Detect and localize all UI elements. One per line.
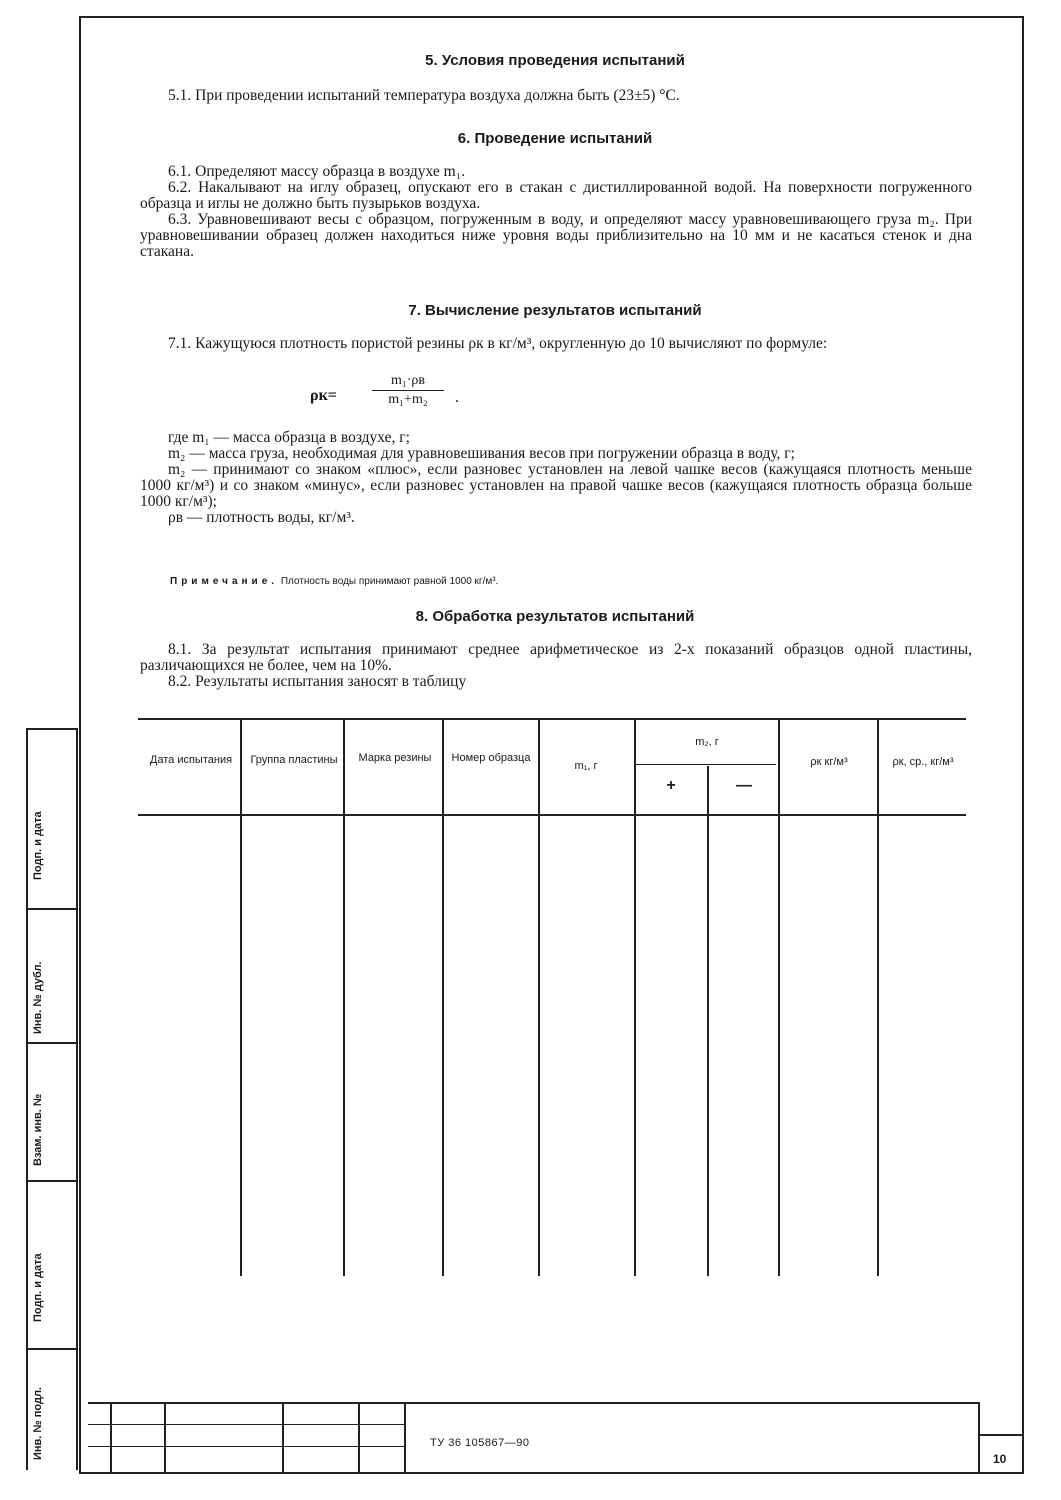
side-divider-1 bbox=[26, 908, 78, 910]
note bbox=[170, 576, 498, 587]
section-7-title: 7. Вычисление результатов испытаний bbox=[408, 302, 702, 319]
section-7-body bbox=[140, 336, 972, 352]
formula-lhs: ρк= bbox=[310, 387, 337, 404]
p8-1-text: 8.1. За результат испытания принимают среднее арифметическое из 2-х показаний образцов одной пластины, различающихся не более, чем на 10%. bbox=[140, 641, 972, 674]
p7-1-text: 7.1. Кажущуюся плотность пористой резины ρк в кг/м³, округленную до 10 вычисляют по формуле: bbox=[168, 335, 828, 352]
side-label-sign-date-2: Подп. и дата bbox=[32, 1253, 44, 1322]
table-col-line-8 bbox=[877, 720, 879, 1276]
side-stamp-top bbox=[26, 728, 78, 730]
stamp-page-box-top bbox=[978, 1434, 1024, 1436]
document-code: ТУ 36 105867—90 bbox=[430, 1437, 530, 1449]
note-text: Плотность воды принимают равной 1000 кг/м³. bbox=[280, 576, 499, 587]
side-divider-4 bbox=[26, 1348, 78, 1350]
where-m1: где m₁ — масса образца в воздухе, г; bbox=[168, 429, 410, 446]
note-label: Примечание. bbox=[170, 576, 279, 587]
p8-2-text: 8.2. Результаты испытания заносят в таблицу bbox=[168, 673, 467, 690]
side-stamp-outer bbox=[76, 728, 78, 1470]
section-6-body bbox=[140, 164, 972, 260]
th-plus: + bbox=[666, 777, 676, 794]
stamp-page-box-left bbox=[978, 1402, 980, 1472]
th-m1-label: m₁, г bbox=[574, 760, 598, 772]
stamp-col-5 bbox=[404, 1402, 406, 1472]
section-8-title: 8. Обработка результатов испытаний bbox=[415, 608, 695, 625]
p6-3-text: 6.3. Уравновешивают весы с образцом, погруженным в воду, и определяют массу уравновешивающего груза m₂. При уравновешивании образец должен находиться ниже уровня воды приблизительно на 10 мм и не касаться стенок и дна стакана. bbox=[140, 211, 972, 260]
th-group: Группа пластины bbox=[250, 754, 338, 766]
formula-fraction bbox=[372, 373, 444, 408]
section-6-title: 6. Проведение испытаний bbox=[457, 130, 653, 147]
frame-left bbox=[79, 16, 81, 1474]
results-table bbox=[138, 718, 966, 1278]
p6-1-text: 6.1. Определяют массу образца в воздухе m₁. bbox=[168, 163, 465, 180]
formula-numerator: m₁·ρв bbox=[372, 373, 444, 391]
section-8-body bbox=[140, 642, 972, 690]
table-col-line-7 bbox=[778, 720, 780, 1276]
table-col-line-1 bbox=[240, 720, 242, 1276]
th-rho: ρк кг/м³ bbox=[810, 756, 848, 768]
table-top-rule bbox=[138, 718, 966, 720]
stamp-col-2 bbox=[164, 1402, 166, 1472]
frame-top bbox=[80, 16, 1024, 18]
stamp-col-3 bbox=[282, 1402, 284, 1472]
where-m2: m₂ — масса груза, необходимая для уравновешивания весов при погружении образца в воду, г; bbox=[168, 445, 795, 462]
table-col-line-3 bbox=[442, 720, 444, 1276]
stamp-col-1 bbox=[110, 1402, 112, 1472]
section-5-title: 5. Условия проведения испытаний bbox=[425, 52, 685, 69]
formula-explanation bbox=[140, 430, 972, 526]
table-col-line-4 bbox=[538, 720, 540, 1276]
side-label-inv-dup: Инв. № дубл. bbox=[32, 961, 44, 1034]
formula-dot: . bbox=[455, 389, 459, 406]
stamp-col-4 bbox=[358, 1402, 360, 1472]
where-rho: ρв — плотность воды, кг/м³. bbox=[168, 509, 355, 526]
th-date: Дата испытания bbox=[149, 754, 233, 766]
table-col-line-2 bbox=[343, 720, 345, 1276]
side-divider-3 bbox=[26, 1180, 78, 1182]
frame-bottom bbox=[80, 1472, 1024, 1474]
p5-1-text: 5.1. При проведении испытаний температура воздуха должна быть (23±5) °С. bbox=[168, 87, 680, 104]
side-divider-2 bbox=[26, 1042, 78, 1044]
th-m1-visible bbox=[542, 760, 630, 772]
frame-right bbox=[1022, 16, 1024, 1474]
side-label-sign-date-1: Подп. и дата bbox=[32, 811, 44, 880]
page-number: 10 bbox=[993, 1452, 1007, 1466]
th-minus: — bbox=[736, 777, 752, 794]
paragraph-5-1 bbox=[140, 88, 972, 104]
table-col-line-6 bbox=[707, 766, 709, 1276]
p6-2-text: 6.2. Накалывают на иглу образец, опускают его в стакан с дистиллированной водой. На поверхности погруженного образца и иглы не должно быть пузырьков воздуха. bbox=[140, 179, 972, 212]
table-col-line-5 bbox=[634, 720, 636, 1276]
side-label-inv-orig: Инв. № подл. bbox=[32, 1387, 44, 1460]
th-m2: m₂, г bbox=[695, 736, 719, 748]
th-rho-avg: ρк, ср., кг/м³ bbox=[892, 756, 954, 768]
th-brand: Марка резины bbox=[358, 752, 432, 764]
formula-denominator: m₁+m₂ bbox=[388, 392, 428, 407]
side-label-replace-inv: Взам. инв. № bbox=[32, 1093, 44, 1166]
stamp-top-rule bbox=[88, 1402, 978, 1404]
th-sample: Номер образца bbox=[451, 752, 531, 764]
table-header-rule bbox=[138, 814, 966, 816]
table-m2-split-rule bbox=[636, 764, 776, 765]
side-stamp-inner bbox=[26, 728, 28, 1470]
where-m2-sign: m₂ — принимают со знаком «плюс», если разновес установлен на левой чашке весов (кажущаяся плотность меньше 1000 кг/м³) и со знаком «минус», если разновес установлен на правой чашке весов (кажущаяся плотность образца больше 1000 кг/м³); bbox=[140, 461, 972, 510]
